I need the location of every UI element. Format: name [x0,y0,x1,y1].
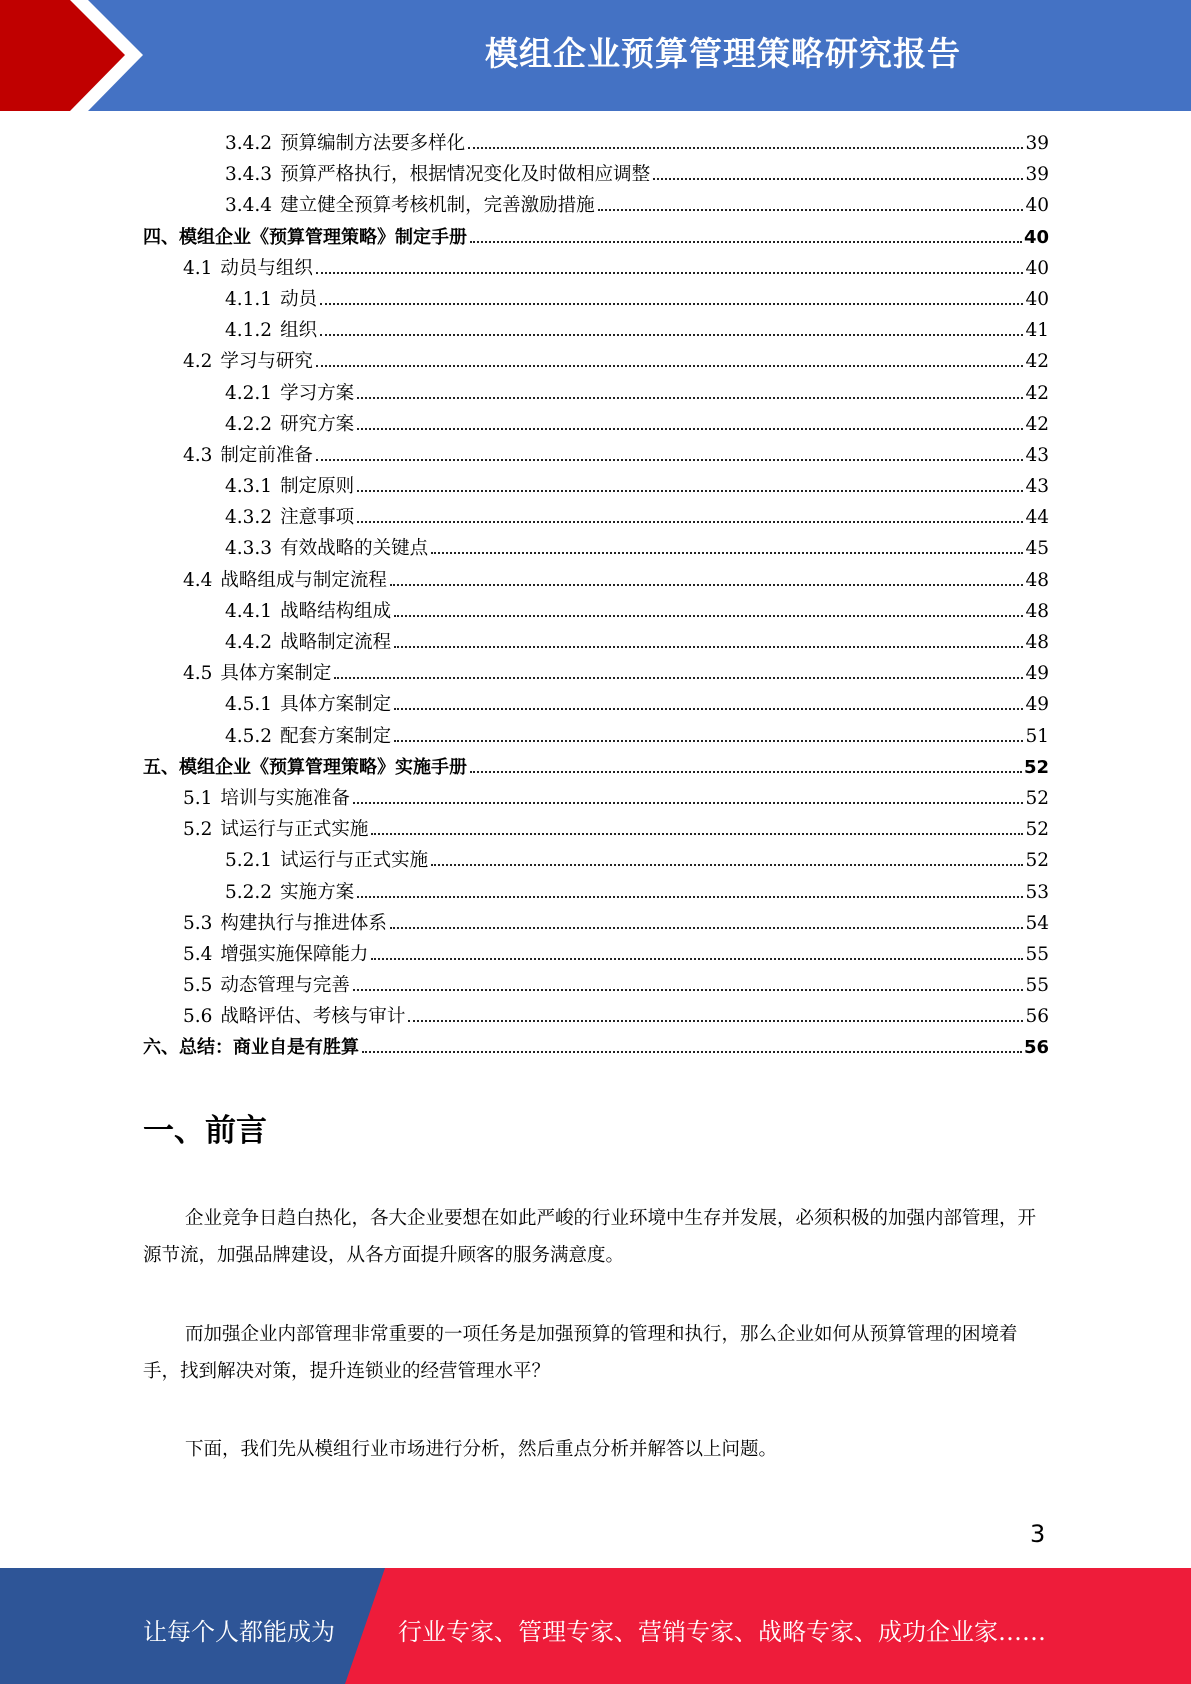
toc-entry-page: 54 [1025,912,1049,934]
toc-dot-leader [316,365,1024,367]
toc-dot-leader [371,958,1023,960]
toc-entry-title: 建立健全预算考核机制，完善激励措施 [280,195,595,217]
page-header [0,0,1191,111]
toc-entry-page: 53 [1025,881,1049,903]
toc-dot-leader [470,771,1022,773]
toc-entry-title: 总结：商业自是有胜算 [179,1037,359,1059]
toc-entry-page: 55 [1025,975,1049,997]
toc-entry-page: 40 [1025,257,1049,279]
toc-entry-page: 55 [1025,943,1049,965]
toc-entry-number: 4.3.2 [225,507,273,529]
toc-entry-page: 52 [1023,756,1049,778]
toc-dot-leader [320,303,1023,305]
toc-dot-leader [320,334,1023,336]
toc-entry-title: 配套方案制定 [280,725,392,747]
toc-entry-title: 学习与研究 [220,351,313,373]
toc-entry-page: 42 [1025,351,1049,373]
toc-entry-number: 4.2 [183,351,213,373]
toc-entry-number: 4.4.2 [225,632,273,653]
toc-dot-leader [394,646,1023,648]
toc-entry-number: 四、 [143,226,179,248]
toc-entry-page: 42 [1025,413,1049,435]
toc-entry-number: 4.5 [183,663,213,685]
toc-entry-page: 42 [1025,382,1049,404]
toc-entry[interactable] [143,970,1049,1001]
toc-entry-page: 48 [1025,600,1049,622]
toc-entry[interactable] [143,627,1049,658]
toc-dot-leader [394,740,1023,742]
toc-entry-number: 5.2.1 [225,850,273,872]
toc-entry-page: 40 [1025,195,1049,217]
toc-entry[interactable] [143,409,1049,440]
toc-dot-leader [316,459,1024,461]
toc-entry-number: 4.3.3 [225,538,273,560]
toc-dot-leader [357,428,1023,430]
toc-entry[interactable] [143,721,1049,752]
toc-entry-number: 4.5.2 [225,725,273,747]
toc-entry[interactable] [143,378,1049,409]
toc-entry-number: 五、 [143,756,179,778]
toc-entry[interactable] [143,190,1049,221]
toc-entry[interactable] [143,908,1049,939]
toc-entry-number: 4.5.1 [225,694,273,716]
toc-entry-title: 动员 [280,288,318,310]
toc-dot-leader [390,927,1024,929]
toc-entry[interactable] [143,502,1049,533]
toc-dot-leader [470,241,1022,243]
toc-entry-page: 49 [1025,694,1049,716]
toc-entry[interactable] [143,689,1049,720]
toc-entry-number: 4.2.1 [225,382,273,404]
toc-dot-leader [362,1051,1022,1053]
toc-entry-page: 39 [1025,164,1049,186]
toc-entry[interactable] [143,253,1049,284]
toc-entry-title: 战略评估、考核与审计 [220,1006,406,1028]
toc-entry-title: 预算编制方法要多样化 [280,133,466,154]
toc-entry-page: 43 [1025,476,1049,498]
toc-entry-page: 41 [1025,320,1049,342]
toc-dot-leader [468,147,1023,149]
toc-dot-leader [653,178,1023,180]
toc-dot-leader [357,521,1023,523]
toc-dot-leader [334,677,1023,679]
toc-entry-title: 动态管理与完善 [220,975,350,997]
toc-entry[interactable] [143,752,1049,783]
toc-entry[interactable] [143,1032,1049,1063]
toc-entry-title: 具体方案制定 [280,694,392,716]
toc-entry-page: 40 [1025,288,1049,310]
toc-entry-title: 战略结构组成 [280,600,392,622]
toc-entry-page: 48 [1025,632,1049,653]
toc-entry-title: 实施方案 [280,881,355,903]
paragraph-3: 下面，我们先从模组行业市场进行分析，然后重点分析并解答以上问题。 [185,1439,778,1460]
toc-entry-title: 制定原则 [280,476,355,498]
toc-entry[interactable] [143,877,1049,908]
footer-slogan: 让每个人都能成为 [143,1618,335,1646]
toc-entry-page: 52 [1025,850,1049,872]
toc-entry-number: 4.4 [183,569,213,591]
toc-entry[interactable] [143,939,1049,970]
toc-entry-title: 学习方案 [280,382,355,404]
toc-entry-number: 3.4.4 [225,195,273,217]
toc-entry[interactable] [143,159,1049,190]
toc-entry-number: 5.2.2 [225,881,273,903]
toc-entry-page: 52 [1025,819,1049,841]
toc-dot-leader [431,864,1023,866]
toc-entry-page: 40 [1023,226,1049,248]
toc-entry-title: 有效战略的关键点 [280,538,429,560]
toc-entry-number: 5.1 [183,787,213,809]
toc-dot-leader [357,490,1023,492]
toc-entry[interactable] [143,128,1049,159]
toc-entry-number: 4.1.2 [225,320,273,342]
toc-entry-title: 模组企业《预算管理策略》制定手册 [179,226,467,248]
toc-entry-number: 4.3 [183,444,213,466]
toc-entry-number: 4.3.1 [225,476,273,498]
toc-entry-page: 49 [1025,663,1049,685]
toc-entry-page: 45 [1025,538,1049,560]
toc-entry-title: 战略组成与制定流程 [220,569,387,591]
toc-dot-leader [371,833,1023,835]
toc-entry-number: 5.6 [183,1006,213,1028]
toc-entry-number: 5.2 [183,819,213,841]
section-heading: 一、前言 [143,1113,267,1149]
toc-entry-page: 51 [1025,725,1049,747]
toc-entry-number: 3.4.3 [225,164,273,186]
toc-entry[interactable] [143,814,1049,845]
toc-entry[interactable] [143,845,1049,876]
toc-entry-number: 六、 [143,1037,179,1059]
page-footer [0,1568,1191,1684]
toc-entry[interactable] [143,284,1049,315]
toc-entry-page: 44 [1025,507,1049,529]
toc-entry-title: 组织 [280,320,318,342]
toc-entry-title: 预算严格执行，根据情况变化及时做相应调整 [280,164,651,186]
toc-entry-number: 4.4.1 [225,600,273,622]
paragraph-1: 企业竞争日趋白热化，各大企业要想在如此严峻的行业环境中生存并发展，必须积极的加强内部管理，开源节流，加强品牌建设，从各方面提升顾客的服务满意度。 [143,1208,1037,1266]
toc-entry-title: 注意事项 [280,507,355,529]
toc-dot-leader [357,896,1023,898]
toc-entry[interactable] [143,565,1049,596]
toc-entry-title: 试运行与正式实施 [280,850,429,872]
toc-entry-page: 52 [1025,787,1049,809]
toc-entry-title: 具体方案制定 [220,663,332,685]
toc-dot-leader [408,1020,1023,1022]
toc-entry[interactable] [143,783,1049,814]
page-number: 3 [1030,1520,1046,1548]
toc-entry-title: 增强实施保障能力 [220,943,369,965]
toc-entry[interactable] [143,346,1049,377]
toc-entry-page: 39 [1025,133,1049,154]
toc-entry[interactable] [143,596,1049,627]
toc-entry-title: 战略制定流程 [280,632,392,653]
toc-entry[interactable] [143,315,1049,346]
toc-dot-leader [431,552,1023,554]
toc-entry-title: 培训与实施准备 [220,787,350,809]
toc-entry[interactable] [143,658,1049,689]
toc-entry-number: 5.3 [183,912,213,934]
toc-dot-leader [353,802,1024,804]
toc-entry[interactable] [143,440,1049,471]
toc-entry-title: 构建执行与推进体系 [220,912,387,934]
toc-entry-page: 48 [1025,569,1049,591]
toc-entry-number: 4.1.1 [225,288,273,310]
toc-entry[interactable] [143,533,1049,564]
toc-entry-page: 56 [1025,1006,1049,1028]
toc-entry-title: 动员与组织 [220,257,313,279]
toc-entry-number: 4.2.2 [225,413,273,435]
toc-entry[interactable] [143,1001,1049,1032]
toc-entry[interactable] [143,471,1049,502]
footer-roles: 行业专家、管理专家、营销专家、战略专家、成功企业家…… [398,1618,1046,1646]
toc-entry-title: 制定前准备 [220,444,313,466]
toc-dot-leader [357,397,1023,399]
toc-entry-number: 5.4 [183,943,213,965]
toc-dot-leader [598,209,1024,211]
toc-entry-title: 模组企业《预算管理策略》实施手册 [179,756,467,778]
toc-entry-number: 4.1 [183,257,213,279]
toc-entry[interactable] [143,222,1049,253]
paragraph-2: 而加强企业内部管理非常重要的一项任务是加强预算的管理和执行，那么企业如何从预算管理的困境着手，找到解决对策，提升连锁业的经营管理水平？ [143,1324,1018,1382]
toc-entry-page: 43 [1025,444,1049,466]
toc-dot-leader [390,584,1024,586]
toc-entry-number: 3.4.2 [225,133,273,154]
toc-entry-page: 56 [1023,1037,1049,1059]
toc-entry-title: 试运行与正式实施 [220,819,369,841]
toc-entry-title: 研究方案 [280,413,355,435]
document-title: 模组企业预算管理策略研究报告 [485,34,961,73]
toc-dot-leader [394,708,1023,710]
toc-dot-leader [394,615,1023,617]
table-of-contents [143,128,1049,1064]
toc-dot-leader [353,989,1024,991]
toc-dot-leader [316,272,1024,274]
toc-entry-number: 5.5 [183,975,213,997]
